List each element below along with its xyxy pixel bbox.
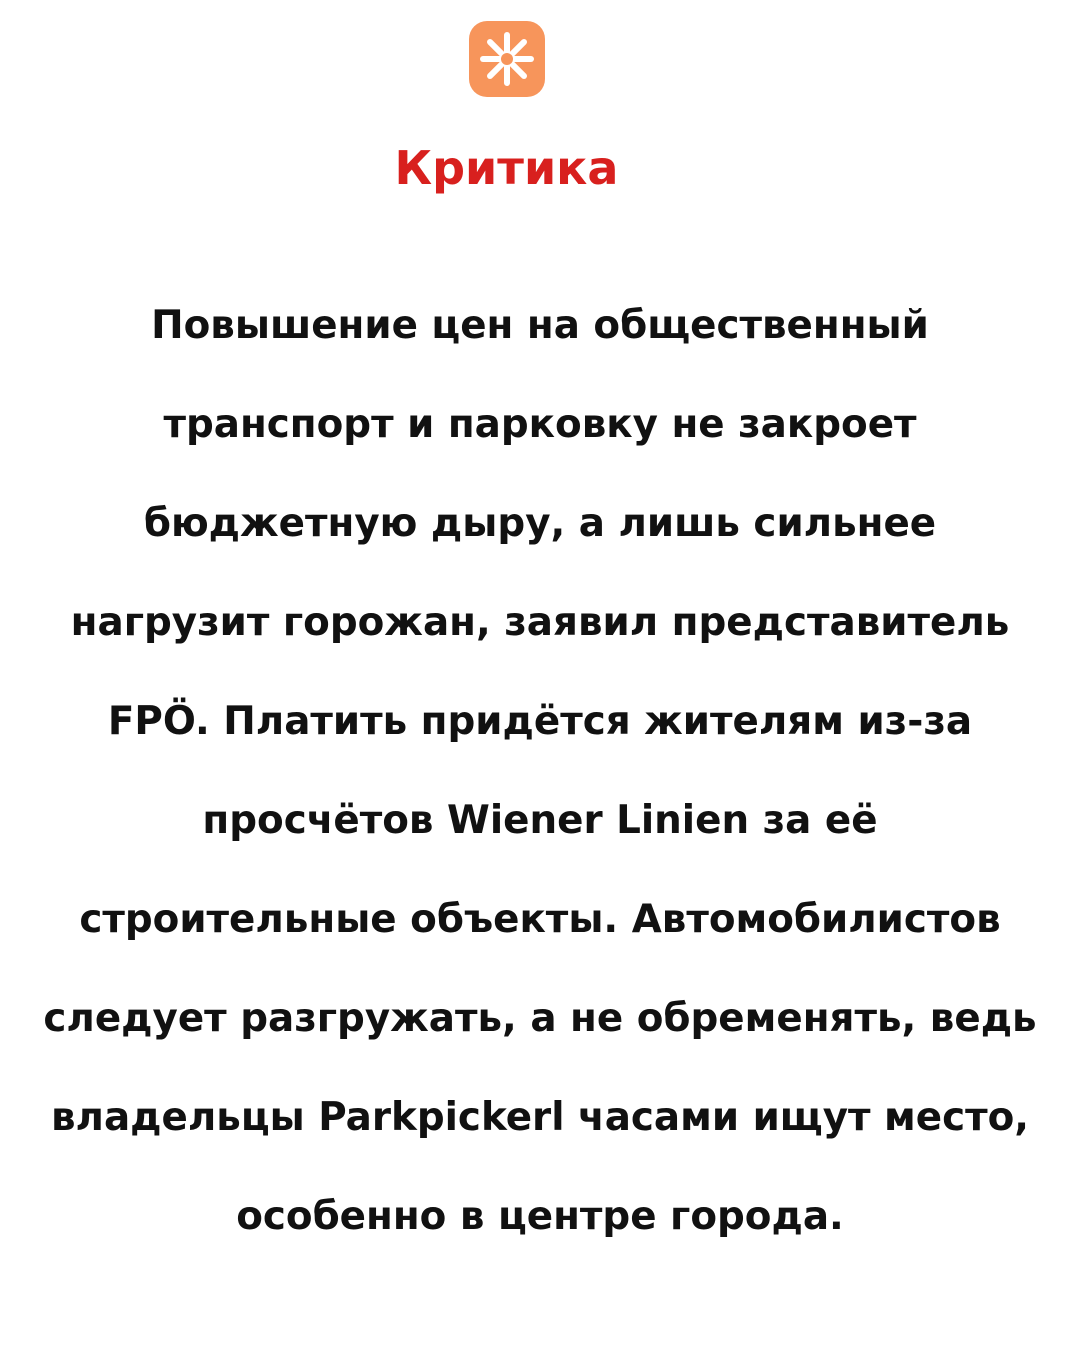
body-line: FPÖ. Платить придётся жителям из-за [107,699,973,744]
body-line: строительные объекты. Автомобилистов [79,897,1001,942]
body-line: владельцы Parkpickerl часами ищут место, [50,1095,1030,1140]
body-line: транспорт и парковку не закроет [163,402,917,447]
body-line: нагрузит горожан, заявил представитель [70,600,1010,645]
logo [469,21,545,97]
body-line: бюджетную дыру, а лишь сильнее [143,501,937,546]
body-line: следует разгружать, а не обременять, ведь [43,996,1037,1041]
asterisk-icon [478,30,536,88]
body-line: Повышение цен на общественный [151,303,929,348]
body-text [20,276,1060,1266]
body-line: особенно в центре города. [236,1194,844,1239]
body-line: просчётов Wiener Linien за её [202,798,878,843]
page-title: Критика [394,141,619,195]
